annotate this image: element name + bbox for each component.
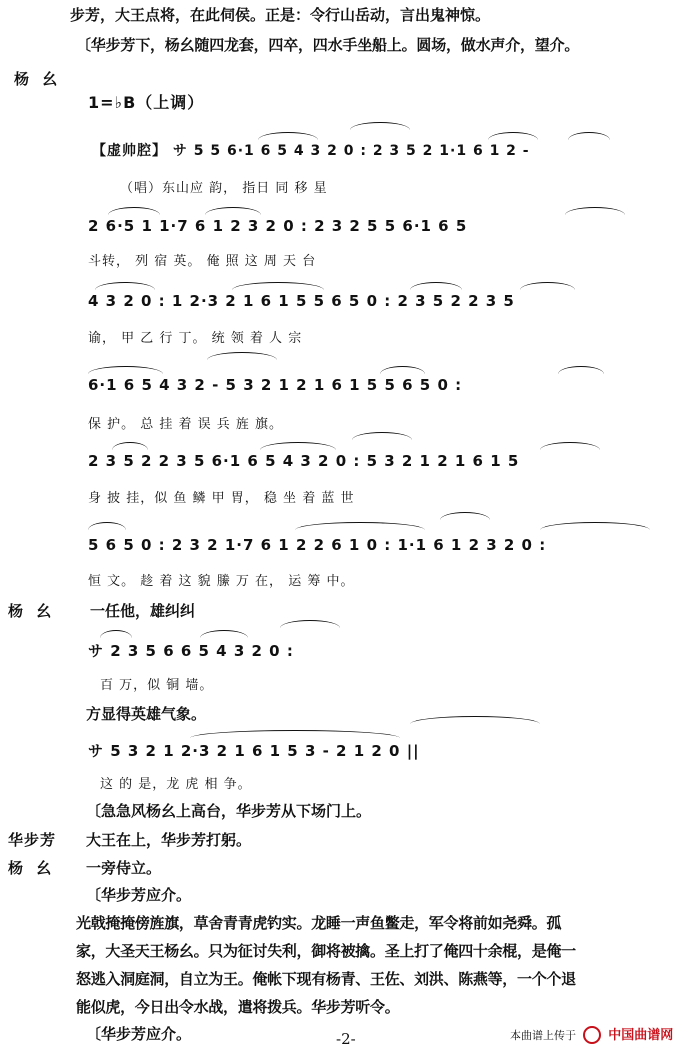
footer-text: 本曲谱上传于 bbox=[510, 1029, 576, 1042]
speaker-label: 杨 幺 bbox=[8, 602, 56, 620]
sung-text: 方显得英雄气象。 bbox=[86, 705, 207, 723]
page-number: -2- bbox=[336, 1030, 356, 1048]
speaker-label: 杨 幺 bbox=[8, 859, 56, 877]
speech-line: 怒逃入洞庭洞，自立为王。俺帐下现有杨青、王佐、刘洪、陈燕等，一个个退 bbox=[76, 970, 576, 988]
site-logo-icon bbox=[583, 1026, 601, 1044]
dialog-line: 一旁侍立。 bbox=[86, 859, 162, 877]
music-notation: サ 2 3 5 6 6 5 4 3 2 0 : bbox=[88, 642, 294, 660]
lyric-line: （唱）东山应 韵， 指日 同 移 星 bbox=[120, 181, 328, 196]
music-notation: 【虚帅腔】 サ 5 5 6·1 6 5 4 3 2 0 : 2 3 5 2 1·1 6 1 2 - bbox=[92, 143, 530, 159]
music-notation: サ 5 3 2 1 2·3 2 1 6 1 5 3 - 2 1 2 0 || bbox=[88, 742, 420, 760]
key-signature: 1=♭B（上调） bbox=[88, 93, 205, 112]
stage-direction: 〔华步芳下，杨幺随四龙套，四卒，四水手坐船上。圆场，做水声介，望介。 bbox=[76, 36, 580, 54]
dialog-line: 大王在上，华步芳打躬。 bbox=[86, 831, 252, 849]
music-notation: 2 6·5 1 1·7 6 1 2 3 2 0 : 2 3 2 5 5 6·1 6 5 bbox=[88, 217, 468, 235]
lyric-line: 百 万，似 铜 墙。 bbox=[100, 678, 214, 693]
lyric-line: 谕， 甲 乙 行 丁。 统 领 着 人 宗 bbox=[88, 331, 303, 346]
speech-line: 光戟掩掩傍旌旗，草舍青青虎钓实。龙睡一声鱼鳖走，军令将前如尧舜。孤 bbox=[76, 914, 562, 932]
lyric-line: 这 的 是，龙 虎 相 争。 bbox=[100, 777, 252, 792]
lyric-line: 身 披 挂，似 鱼 鳞 甲 胃， 稳 坐 着 蓝 世 bbox=[88, 491, 355, 506]
speaker-label: 杨 幺 bbox=[14, 70, 62, 88]
stage-direction: 〔急急风杨幺上高台，华步芳从下场门上。 bbox=[86, 802, 372, 820]
site-footer bbox=[510, 1024, 673, 1044]
music-notation: 4 3 2 0 : 1 2·3 2 1 6 1 5 5 6 5 0 : 2 3 5 2 2 3 5 bbox=[88, 292, 515, 310]
stage-direction: 〔华步芳应介。 bbox=[86, 1025, 192, 1043]
lyric-line: 斗转， 列 宿 英。 俺 照 这 周 天 台 bbox=[88, 254, 317, 269]
speech-line: 家，大圣天王杨幺。只为征讨失利，御将被擒。圣上打了俺四十余棍，是俺一 bbox=[76, 942, 576, 960]
lyric-line: 保 护。 总 挂 着 误 兵 旌 旗。 bbox=[88, 417, 284, 432]
stage-direction: 〔华步芳应介。 bbox=[86, 886, 192, 904]
speech-line: 能似虎，今日出令水战，遣将拨兵。华步芳听令。 bbox=[76, 998, 400, 1016]
music-notation: 6·1 6 5 4 3 2 - 5 3 2 1 2 1 6 1 5 5 6 5 0 : bbox=[88, 376, 463, 394]
narration-line: 步芳，大王点将，在此伺侯。正是：令行山岳动，言出鬼神惊。 bbox=[70, 6, 491, 24]
music-notation: 5 6 5 0 : 2 3 2 1·7 6 1 2 2 6 1 0 : 1·1 6 1 2 3 2 0 : bbox=[88, 536, 547, 554]
lyric-line: 恒 文。 趁 着 这 貌 縢 万 在， 运 筹 中。 bbox=[88, 574, 355, 589]
sung-text: 一任他，雄纠纠 bbox=[90, 602, 196, 620]
speaker-label: 华步芳 bbox=[8, 831, 57, 849]
music-notation: 2 3 5 2 2 3 5 6·1 6 5 4 3 2 0 : 5 3 2 1 2 1 6 1 5 bbox=[88, 452, 520, 470]
site-logo-text: 中国曲谱网 bbox=[608, 1028, 674, 1043]
